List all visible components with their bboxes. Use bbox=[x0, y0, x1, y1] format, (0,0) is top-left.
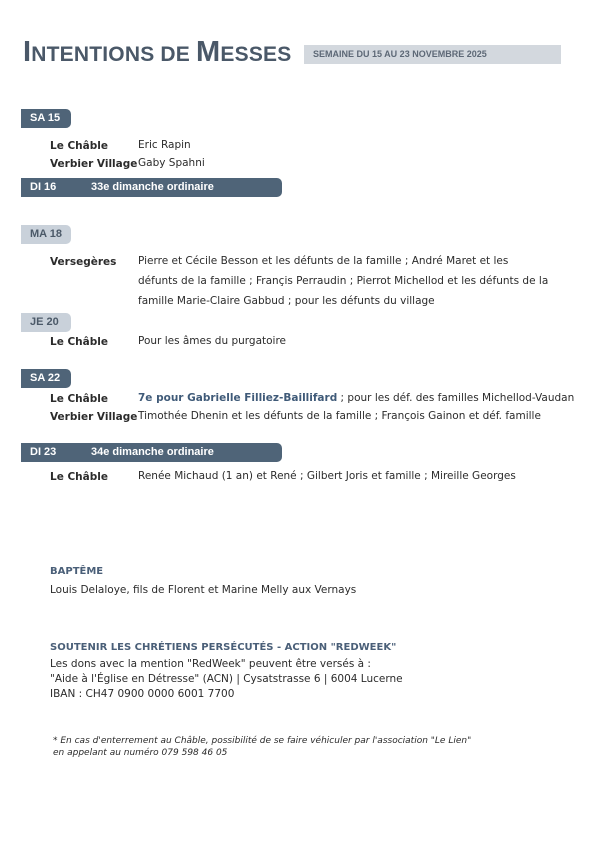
place-label: Le Châble bbox=[50, 140, 108, 152]
day-tag-je20: JE 20 bbox=[21, 313, 71, 332]
soutien-heading: SOUTENIR LES CHRÉTIENS PERSÉCUTÉS - ACTION "REDWEEK" bbox=[50, 642, 397, 653]
day-tag-sa15: SA 15 bbox=[21, 109, 71, 128]
day-tag-ma18: MA 18 bbox=[21, 225, 71, 244]
intention-text: Pour les âmes du purgatoire bbox=[138, 335, 287, 347]
place-label: Le Châble bbox=[50, 393, 108, 405]
place-label: Le Châble bbox=[50, 471, 108, 483]
intention-text: Pierre et Cécile Besson et les défunts de la famille ; André Maret et les défunts de la famille ; Françis Perraudin ; Pierrot Michellod et les défunts de la famille Marie-Claire Gabbud ; pour les défunts du village bbox=[138, 255, 549, 307]
week-banner: SEMAINE DU 15 AU 23 NOVEMBRE 2025 bbox=[304, 45, 561, 64]
feast-label: 33e dimanche ordinaire bbox=[91, 181, 214, 193]
bapteme-text: Louis Delaloye, fils de Florent et Marine Melly aux Vernays bbox=[50, 584, 357, 596]
intention-text: Gaby Spahni bbox=[138, 157, 205, 169]
bapteme-heading: BAPTÊME bbox=[50, 566, 104, 577]
soutien-line: Les dons avec la mention "RedWeek" peuvent être versés à : bbox=[50, 658, 371, 670]
feast-label: 34e dimanche ordinaire bbox=[91, 446, 214, 458]
highlighted-intention: 7e pour Gabrielle Filliez-Baillifard bbox=[138, 392, 338, 404]
day-tag-di23: DI 23 34e dimanche ordinaire bbox=[21, 443, 282, 462]
intention-text: Timothée Dhenin et les défunts de la famille ; François Gainon et déf. famille bbox=[138, 410, 541, 422]
intention-text: Eric Rapin bbox=[138, 139, 191, 151]
place-label: Versegères bbox=[50, 256, 117, 268]
footnote: * En cas d'enterrement au Châble, possibilité de se faire véhiculer par l'association "Le Lien" en appelant au numéro 079 598 46 05 bbox=[53, 736, 472, 758]
place-label: Le Châble bbox=[50, 336, 108, 348]
intention-text: Renée Michaud (1 an) et René ; Gilbert Joris et famille ; Mireille Georges bbox=[138, 470, 516, 482]
place-label: Verbier Village bbox=[50, 158, 138, 170]
day-tag-di16: DI 16 33e dimanche ordinaire bbox=[21, 178, 282, 197]
place-label: Verbier Village bbox=[50, 411, 138, 423]
page-title: INTENTIONS DE MESSES bbox=[23, 36, 292, 68]
soutien-line: "Aide à l'Église en Détresse" (ACN) | Cysatstrasse 6 | 6004 Lucerne bbox=[50, 673, 403, 685]
intention-text: 7e pour Gabrielle Filliez-Baillifard ; pour les déf. des familles Michellod-Vaudan bbox=[138, 392, 575, 404]
soutien-line: IBAN : CH47 0900 0000 6001 7700 bbox=[50, 688, 235, 700]
day-tag-sa22: SA 22 bbox=[21, 369, 71, 388]
